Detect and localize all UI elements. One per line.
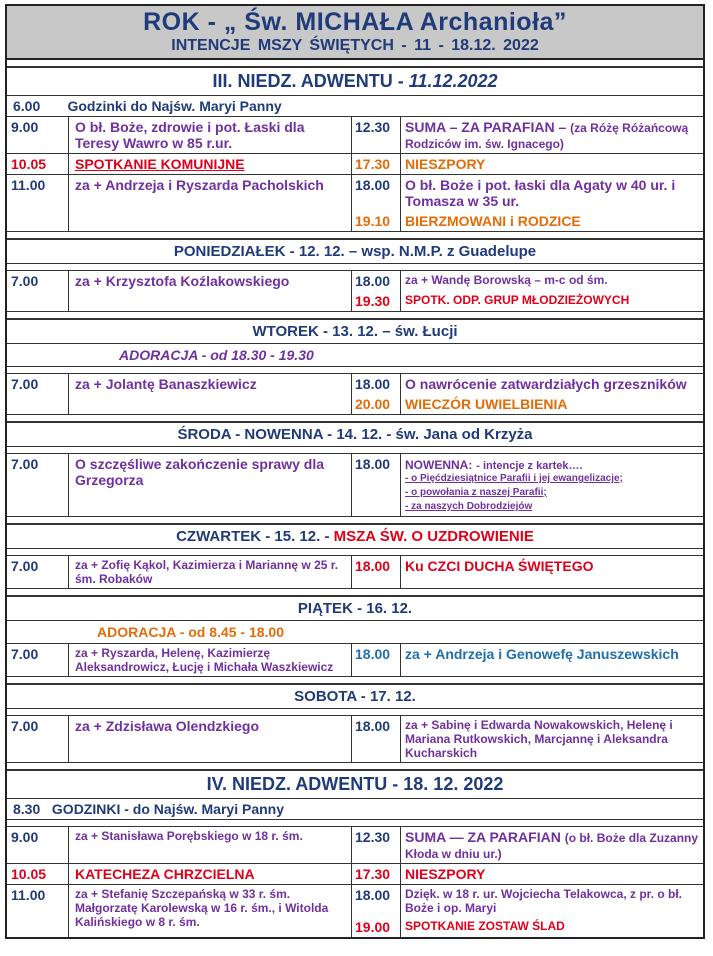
intention: NIESZPORY	[405, 156, 486, 172]
time: 7.00	[7, 716, 69, 762]
day-heading-text: CZWARTEK - 15. 12. -	[176, 528, 334, 545]
evening-masses	[352, 271, 703, 311]
novena-list	[401, 454, 703, 516]
intention: O bł. Boże i pot. łaski dla Agaty w 40 ur. i Tomasza w 35 ur.	[405, 177, 676, 209]
time: 18.00	[352, 271, 401, 291]
adoration-note: ADORACJA - od 18.30 - 19.30	[7, 344, 703, 367]
time: 19.10	[352, 211, 401, 231]
schedule-line	[7, 96, 703, 117]
mass-sub-row	[352, 374, 703, 394]
spacer	[7, 677, 703, 684]
day-heading-thursday	[7, 524, 703, 549]
intention: za + Zofię Kąkol, Kazimierza i Mariannę w 25 r. śm. Robaków	[69, 556, 352, 588]
spacer	[7, 60, 703, 67]
time: 18.00	[352, 556, 401, 588]
time: 7.00	[7, 271, 69, 311]
time: 10.05	[7, 864, 69, 884]
time: 18.00	[352, 454, 401, 516]
spacer	[7, 447, 703, 454]
evening-masses	[352, 885, 703, 937]
time: 9.00	[7, 117, 69, 153]
spacer	[7, 367, 703, 374]
mass-sub-row	[352, 271, 703, 291]
novena-line: - intencje z kartek….	[476, 460, 583, 472]
intention-note: (o bł. Boże dla Zuzanny Kłoda w dniu ur.)	[405, 831, 699, 861]
schedule-sheet	[5, 4, 705, 939]
time: 12.30	[352, 827, 401, 863]
intention: BIERZMOWANI i RODZICE	[405, 213, 581, 229]
time: 17.30	[352, 864, 401, 884]
page-title: ROK - „ Św. MICHAŁA Archanioła”	[143, 8, 567, 36]
time: 7.00	[7, 454, 69, 516]
day-heading-date: 11.12.2022	[408, 71, 498, 91]
mass-row	[7, 175, 703, 232]
novena-line: - o powołania z naszej Parafii;	[405, 487, 547, 498]
mass-row	[7, 154, 703, 175]
evening-masses	[352, 175, 703, 231]
time: 7.00	[7, 374, 69, 414]
time: 18.00	[352, 644, 401, 676]
novena-title: NOWENNA:	[405, 458, 473, 472]
time: 10.05	[7, 154, 69, 174]
day-heading-highlight: MSZA ŚW. O UZDROWIENIE	[333, 528, 534, 545]
intention: za + Stanisława Porębskiego w 18 r. śm.	[69, 827, 352, 863]
page-subtitle: INTENCJE MSZY ŚWIĘTYCH - 11 - 18.12. 2022	[171, 37, 539, 54]
evening-masses	[352, 374, 703, 414]
spacer	[7, 709, 703, 716]
intention: SUMA – ZA PARAFIAN –	[405, 119, 567, 135]
novena-line: - za naszych Dobrodziejów	[405, 501, 533, 512]
intention: za + Andrzeja i Genowefę Januszewskich	[405, 646, 679, 662]
day-heading-monday: PONIEDZIAŁEK - 12. 12. – wsp. N.M.P. z Guadelupe	[7, 239, 703, 264]
intention: O nawrócenie zatwardziałych grzeszników	[405, 376, 687, 392]
mass-sub-row	[352, 885, 703, 917]
intention: KATECHEZA CHRZCIELNA	[69, 864, 352, 884]
mass-row	[7, 827, 703, 864]
spacer	[7, 415, 703, 422]
mass-sub-row	[352, 917, 703, 937]
mass-sub-row	[352, 394, 703, 414]
mass-row	[7, 885, 703, 937]
time: 8.30	[13, 801, 41, 817]
spacer	[7, 312, 703, 319]
time: 19.30	[352, 291, 401, 311]
spacer	[7, 820, 703, 827]
time: 17.30	[352, 154, 401, 174]
intention: O szczęśliwe zakończenie sprawy dla Grzegorza	[69, 454, 352, 516]
intention: Ku CZCI DUCHA ŚWIĘTEGO	[405, 558, 594, 574]
intention: za + Zdzisława Olendzkiego	[69, 716, 352, 762]
header	[7, 6, 703, 60]
schedule-line	[7, 799, 703, 820]
intention-cell	[401, 827, 703, 863]
time: 11.00	[7, 175, 69, 231]
intention: za + Krzysztofa Koźlakowskiego	[69, 271, 352, 311]
time: 11.00	[7, 885, 69, 937]
time: 18.00	[352, 175, 401, 211]
spacer	[7, 763, 703, 770]
intention: NIESZPORY	[405, 866, 486, 882]
spacer	[7, 232, 703, 239]
intention: GODZINKI - do Najśw. Maryi Panny	[51, 801, 284, 817]
time: 12.30	[352, 117, 401, 153]
intention: za + Andrzeja i Ryszarda Pacholskich	[69, 175, 352, 231]
time: 20.00	[352, 394, 401, 414]
intention: SUMA — ZA PARAFIAN	[405, 829, 561, 845]
mass-row	[7, 374, 703, 415]
intention-cell	[401, 117, 703, 153]
intention: Godzinki do Najśw. Maryi Panny	[67, 98, 282, 114]
day-heading-wednesday: ŚRODA - NOWENNA - 14. 12. - św. Jana od Krzyża	[7, 422, 703, 447]
intention: SPOTKANIE ZOSTAW ŚLAD	[405, 919, 565, 933]
mass-sub-row	[352, 211, 703, 231]
spacer	[7, 517, 703, 524]
time: 18.00	[352, 885, 401, 917]
mass-sub-row	[352, 291, 703, 311]
day-heading-sunday-2: IV. NIEDZ. ADWENTU - 18. 12. 2022	[7, 770, 703, 799]
spacer	[7, 264, 703, 271]
novena-line: - o Pięćdziesiątnice Parafii i jej ewangelizacje;	[405, 473, 623, 484]
day-heading-friday: PIĄTEK - 16. 12.	[7, 596, 703, 621]
mass-sub-row	[352, 175, 703, 211]
day-heading-sunday-1	[7, 67, 703, 96]
time: 9.00	[7, 827, 69, 863]
intention: za + Wandę Borowską – m-c od śm.	[405, 273, 608, 287]
time: 18.00	[352, 374, 401, 394]
time: 19.00	[352, 917, 401, 937]
intention: SPOTKANIE KOMUNIJNE	[69, 154, 352, 174]
intention: O bł. Boże, zdrowie i pot. Łaski dla Teresy Wawro w 85 r.ur.	[69, 117, 352, 153]
time: 7.00	[7, 644, 69, 676]
intention: SPOTK. ODP. GRUP MŁODZIEŻOWYCH	[405, 293, 630, 307]
mass-row	[7, 716, 703, 763]
mass-row	[7, 556, 703, 589]
intention: za + Jolantę Banaszkiewicz	[69, 374, 352, 414]
intention: WIECZÓR UWIELBIENIA	[405, 396, 568, 412]
mass-row	[7, 117, 703, 154]
intention: za + Stefanię Szczepańską w 33 r. śm. Małgorzatę Karolewską w 16 r. śm., i Witolda Kalińskiego w 8 r. śm.	[69, 885, 352, 937]
day-heading-saturday: SOBOTA - 17. 12.	[7, 684, 703, 709]
mass-row	[7, 454, 703, 517]
intention: za + Ryszarda, Helenę, Kazimierzę Aleksandrowicz, Łucję i Michała Waszkiewicz	[69, 644, 352, 676]
intention: Dzięk. w 18 r. ur. Wojciecha Telakowca, z pr. o bł. Boże i op. Maryi	[405, 887, 682, 915]
adoration-note: ADORACJA - od 8.45 - 18.00	[7, 621, 703, 644]
spacer	[7, 589, 703, 596]
mass-row	[7, 864, 703, 885]
time: 18.00	[352, 716, 401, 762]
day-heading-text: III. NIEDZ. ADWENTU -	[212, 71, 409, 91]
spacer	[7, 549, 703, 556]
time: 6.00	[13, 98, 41, 114]
mass-row	[7, 271, 703, 312]
intention: za + Sabinę i Edwarda Nowakowskich, Helenę i Mariana Rutkowskich, Marcjannę i Aleksandra Kucharskich	[405, 718, 673, 760]
mass-row	[7, 644, 703, 677]
time: 7.00	[7, 556, 69, 588]
intention-note: (za Różę Różańcową Rodziców im. św. Ignacego)	[405, 121, 689, 151]
day-heading-tuesday: WTOREK - 13. 12. – św. Łucji	[7, 319, 703, 344]
